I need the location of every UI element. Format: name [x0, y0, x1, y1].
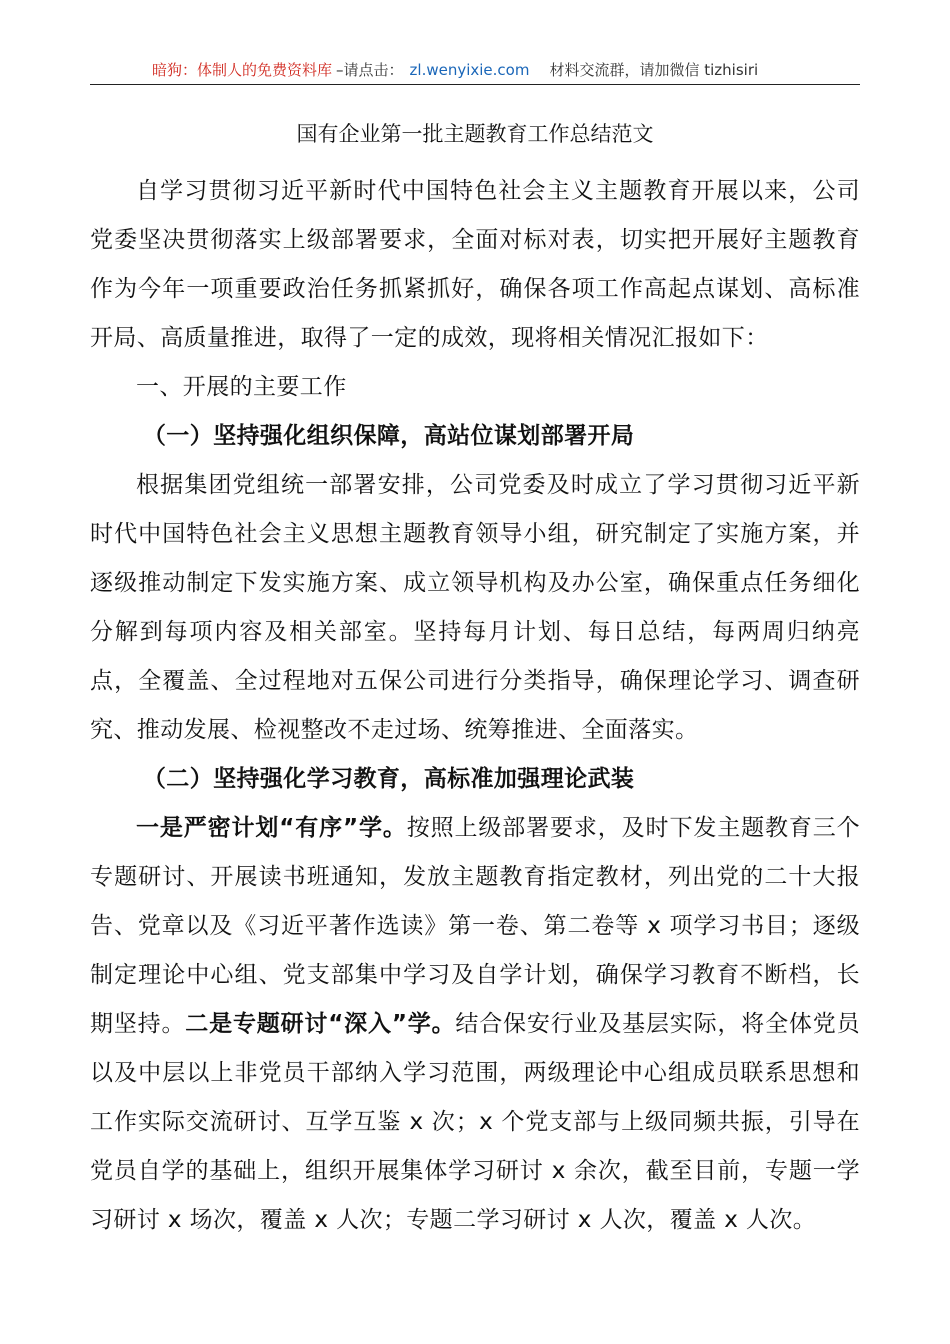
- subsection-heading-1: （一）坚持强化组织保障，高站位谋划部署开局: [142, 423, 635, 449]
- subsection-1-paragraph: 根据集团党组统一部署安排，公司党委及时成立了学习贯彻习近平新时代中国特色社会主义思想主题教育领导小组，研究制定了实施方案，并逐级推动制定下发实施方案、成立领导机构及办公室，确保重点任务细化分解到每项内容及相关部室。坚持每月计划、每日总结，每两周归纳亮点，全覆盖、全过程地对五保公司进行分类指导，确保理论学习、调查研究、推动发展、检视整改不走过场、统筹推进、全面落实。: [90, 472, 860, 743]
- point-two-text: 结合保安行业及基层实际，将全体党员以及中层以上非党员干部纳入学习范围，两级理论中心组成员联系思想和工作实际交流研讨、互学互鉴 x 次；x 个党支部与上级同频共振，引导在党员自学的基础上，组织开展集体学习研讨 x 余次，截至目前，专题一学习研讨 x 场次，覆盖 x 人次；专题二学习研讨 x 人次，覆盖 x 人次。: [90, 1011, 860, 1233]
- header-brand: 暗狗：体制人的免费资料库: [152, 61, 333, 79]
- point-one-text: 按照上级部署要求，及时下发主题教育三个专题研讨、开展读书班通知，发放主题教育指定教材，列出党的二十大报告、党章以及《习近平著作选读》第一卷、第二卷等 x 项学习书目；逐级制定理论中心组、党支部集中学习及自学计划，确保学习教育不断档，长期坚持。: [90, 815, 860, 1037]
- subsection-2-paragraph: [90, 804, 860, 1245]
- intro-paragraph: 自学习贯彻习近平新时代中国特色社会主义主题教育开展以来，公司党委坚决贯彻落实上级部署要求，全面对标对表，切实把开展好主题教育作为今年一项重要政治任务抓紧抓好，确保各项工作高起点谋划、高标准开局、高质量推进，取得了一定的成效，现将相关情况汇报如下：: [90, 178, 860, 351]
- point-two-lead: 二是专题研讨“深入”学。: [185, 1011, 456, 1037]
- section-heading: 一、开展的主要工作: [136, 374, 347, 400]
- header-wechat-note: 材料交流群，请加微信 tizhisiri: [549, 61, 759, 79]
- header-link[interactable]: zl.wenyixie.com: [409, 61, 530, 79]
- document-title: 国有企业第一批主题教育工作总结范文: [296, 122, 654, 146]
- header-divider: [90, 84, 860, 85]
- header-prompt: –请点击：: [336, 61, 404, 79]
- page-header: [90, 58, 860, 82]
- subsection-heading-2: （二）坚持强化学习教育，高标准加强理论武装: [142, 766, 635, 792]
- document-body: [90, 167, 860, 1245]
- point-one-lead: 一是严密计划“有序”学。: [136, 815, 407, 841]
